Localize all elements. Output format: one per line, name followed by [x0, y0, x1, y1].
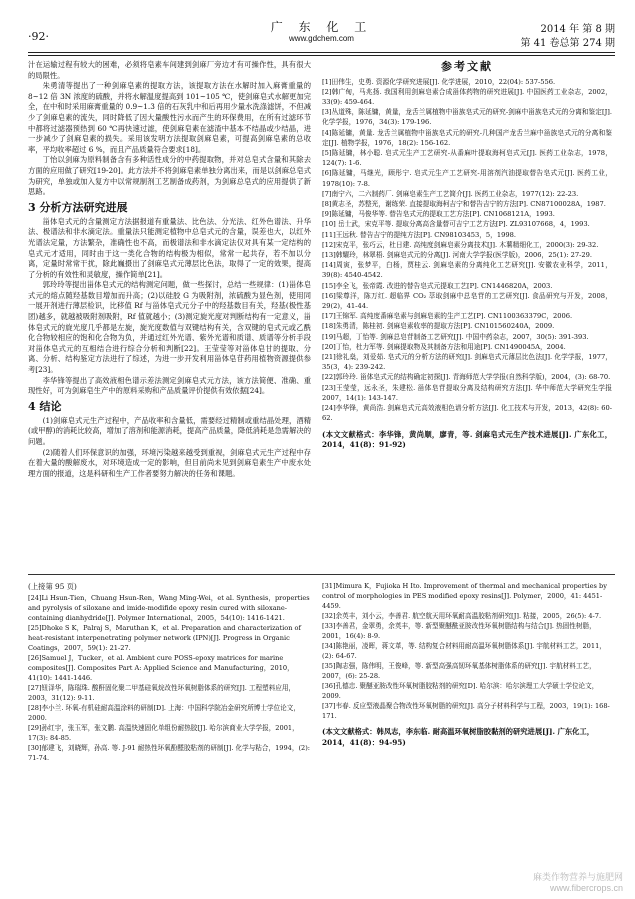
header-rule — [28, 52, 615, 53]
reference-item: [20]丁怡，杜力军等. 剑麻提取物及其制备方法和用途[P]. CN1490045A，2004. — [322, 342, 566, 351]
reference-item: [15]李全飞，张帝霞. 改进的替告皂式元提取工艺[P]. CN1446820A，2003. — [322, 281, 553, 290]
reference-item: [17]王锦军. 高纯度番麻皂素与剑麻皂素的生产工艺[P]. CN1100363379C，2006. — [322, 312, 573, 321]
journal-title: 广 东 化 工 — [270, 20, 373, 34]
body-paragraph: 郭玲玲等提出甾体皂式元的结构测定问题，做一些探讨，总结一些规律：(1)甾体皂式元的熔点随羟基数目增加而升高；(2)以硅胶 G 为吸附剂，浓硫酸为显色剂，使用同一展开剂进行薄层检识，比移值 Rf 与甾体皂式元分子中的羟基数目有关，羟基(极性基团)越多，就越被吸附剂吸附，Rf 值就越小；(3)测定旋光度对判断结构有一定意义，甾体皂式元的旋光度几乎都是左旋，旋光度数值与双键结构有关，含双键的皂式元或乙酰化合物较相应的饱和化合物为负，并通过红外光谱、紫外光谱和质谱、质谱等分析手段对甾体皂式元的互相结合进行综合分析和判断[22]。王莹莹等对甾体皂甘的提取、分离、分析、结构鉴定方法进行了综述，为进一步开发利用甾体皂苷药用植物资源提供参考[23]。 — [28, 280, 311, 375]
reference-item: [37]韦春. 反应型液晶聚合物改性环氧树脂的研究[J]. 高分子材料科学与工程，2003，19(1): 168-171. — [322, 702, 610, 720]
section-heading: 4 结论 — [28, 399, 62, 413]
site-watermark — [533, 870, 623, 893]
reference-item: [13]韩耀玲，林翠梧. 剑麻皂式元的分离[J]. 河南大学学报(医学版)，2006，25(1): 27-29. — [322, 251, 593, 260]
reference-item: [5]陈延镛，林小聪. 皂式元生产工艺研究-从番麻叶提取海柯皂式元[J]. 医药工业杂志，1978，124(7): 1-6. — [322, 149, 612, 168]
left-column — [28, 60, 311, 479]
reference-item: [33]李善君，金翠勇，余英丰，等. 新型聚醚酰亚胺改性环氧树脂结构与结合[J]. 热固性树脂，2001，16(4): 8-9. — [322, 622, 596, 640]
reference-item: [2]韩广甸，马兆扬. 我国利用剑麻皂素合成甾体药物的研究进展[J]. 中国医药工业杂志，2002，33(9): 459-464. — [322, 87, 612, 106]
reference-item: [25]Dhoke S K，Palraj S，Maruthan K，et al. Preparation and characterization of heat-resistant interpenetrating polymer network (IPN)[J]. Progress in Organic Coatings，2007，59(1): 21-27. — [28, 624, 301, 652]
reference-item: [24]李华锋，黄尚浩. 剑麻皂式元高效液相色谱分析方法[J]. 化工技术与开发，2013，42(8): 60-62. — [322, 404, 612, 423]
reference-item: [34]陈艳丽，凌晖，蒋文革，等. 结构复合材料用耐高温环氧树脂体系[J]. 宇航材料工艺，2011，(2): 64-67. — [322, 642, 606, 660]
body-paragraph: 朱勇清等提出了一种剑麻皂素的提取方法，该提取方法在水解时加入麻膏重量的 8~12 倍 3N 浓度的硫酸，并将水解温度提高到 101~105 ℃，使剑麻皂式水解更加完全，在中和时采用麻膏重量的 0.9~1.3 倍的石灰乳中和后再用少量水洗涤滤饼，不但减少了剑麻皂素的流失，同时降低了因大量酸性污水而产生的环保费用，在所有过滤环节中都将过滤器预热到 60 ℃再快速过滤，使剑麻皂素在滤渣中基本不结晶或少结晶，进一步减少了剑麻皂素的损失。采用该发明方法提取剑麻皂素，可提高剑麻皂素的总收率，平均收率超过 6 %，而且产品质量符合要求[18]。 — [28, 81, 311, 154]
watermark-url: www.fibercrops.cn — [549, 883, 623, 893]
body-paragraph: (2)随着人们环保意识的加强，环境污染越来越受到重视，剑麻皂式元生产过程中存在着大量的酸解废水，对环境造成一定的影响，但目前尚未见到剑麻皂素生产中废水处理方面的报道，这是科研和生产工作者要努力解决的任务和课题。 — [28, 447, 311, 478]
reference-item: [6]陈延镛，马继光，顾彤宁. 皂式元生产工艺研究-用溶剂汽油提取替告皂式元[J]. 医药工业，1978(10): 7-8. — [322, 169, 612, 188]
journal-website[interactable]: www.gdchem.com — [289, 34, 354, 43]
body-paragraph: (1)剑麻皂式元生产过程中，产品收率和含量低，需要经过精制或重结晶处理，酒精(或甲醇)的消耗比较高，增加了溶剂和能源消耗，提高产品质量，降低消耗是急需解决的问题。 — [28, 415, 311, 446]
citation-format: (本文文献格式：李华锋，黄尚顺，廖青，等. 剑麻皂式元生产技术进展[J]. 广东化工，2014，41(8)：91-92) — [322, 429, 612, 449]
reference-item: [24]Li Hsun-Tien，Chuang Hsun-Ren，Wang Ming-Wei，et al. Synthesis，properties and pyrolysis of siloxane and imide-modifide epoxy resin cured with siloxane-containing dianhydride[J]. Polymer International，2005，54(10): 1416-1421. — [28, 594, 310, 622]
continued-references-left — [28, 581, 311, 763]
reference-item: [27]钮泽华，陈瑞珠. 酸酐固化聚二甲基硅氧烷改性环氧树脂体系的研究[J]. 工程塑料应用，2003，31(12): 9-11. — [28, 684, 296, 702]
body-paragraph: 李华锋等提出了高效液相色谱示差法测定剑麻皂式元方法，该方法简便、准确、重现性好，可为剑麻皂生产中的原料采购和产品质量评价提供有效依据[24]。 — [28, 375, 311, 396]
reference-item: [14]周寅，张梦平，白杨，贾桂云. 剑麻皂素的分离纯化工艺研究[J]. 安徽农业科学，2011，39(8): 4540-4542. — [322, 261, 612, 280]
right-column — [322, 60, 612, 451]
reference-item: [23]王莹莹，远永圣，朱建松. 甾体皂苷提取分离及结构研究方法[J]. 华中师范大学研究生学报 2007，14(1): 143-147. — [322, 383, 612, 402]
reference-item: [35]陶志强，陈伟明，王俊峰，等. 新型高强高韧环氧基体树脂体系的研究[J]. 宇航材料工艺，2007，(6): 25-28. — [322, 662, 596, 680]
reference-item: [36]孔德忠. 聚醚亚胺改性环氧树脂胶粘剂的研究[D]. 哈尔滨：哈尔滨理工大学硕士学位论文，2009. — [322, 682, 599, 700]
continued-note: (上接第 95 页) — [28, 582, 77, 591]
reference-item: [1]田伟生，史勇. 资源化学研究进展[J]. 化学进展，2010，22(04): 537-556. — [322, 77, 556, 86]
page-number: ·92· — [28, 30, 49, 43]
reference-item: [29]孙红宇，张玉军，张文鹏. 高温快速固化单组份耐热胶[J]. 哈尔滨商业大学学报，2001，17(3): 84-85. — [28, 724, 299, 742]
reference-item: [32]余英丰，刘小云，李善君. 航空航天用环氧耐高温胶粘剂研究[J]. 粘接，2005，26(5): 4-7. — [322, 612, 602, 620]
reference-item: [28]李小兰. 环氧-有机硅耐高温涂料的研制[D]. 上海：中国科学院冶金研究所博士学位论文，2000. — [28, 704, 300, 722]
reference-item: [9]陈延镛，马俊华等. 替告皂式元的提取工艺方法[P]. CN1068121A，1993. — [322, 210, 555, 219]
article-divider — [28, 574, 615, 575]
reference-item: [30]郁建飞，刘晓辉，孙高. 等. J-91 耐热性环氧酚醛胶粘剂的研制[J]. 化学与粘合，1994，(2): 71-74. — [28, 744, 311, 762]
reference-item: [12]宋克平，张巧云，杜日建. 高纯度剑麻皂素分离技术[J]. 木薯精细化工，2000(3): 29-32. — [322, 240, 599, 249]
body-paragraph: 汁在运输过程有较大的困难，必须将皂素车间建到剑麻厂旁边才有可操作性，具有很大的局限性。 — [28, 60, 311, 80]
reference-item: [4]陈延镛，黄量. 龙舌兰属植物中甾族皂式元的研究-几种国产龙舌兰麻中甾族皂式元的分离和鉴定[J]. 植物学报，1976，18(2): 156-162. — [322, 128, 612, 147]
reference-item: [7]南宁六，二六制药厂. 剑麻皂素生产工艺简介[J]. 医药工业杂志，1977(12): 22-23. — [322, 189, 579, 198]
body-paragraph: 丁怡以剑麻为原料制备含有多种活性成分的中药提取物，并对总皂式含量和其除去方面的应用做了研究[19-20]。此方法并不将剑麻皂素单独分离出来，而是以剑麻总皂式为研究，单独或加入复方中以常规制剂工艺制备成药剂，为剑麻总皂式的应用提供了新思路。 — [28, 155, 311, 197]
body-paragraph: 甾体皂式元的含量测定方法据报道有重量法、比色法、分光法、红外色谱法、升华法、极谱法和非水滴定法。重量法只能测定植物中总皂式元的含量，误差也大，以红外光谱法定量，方法繁杂，准确性也不高，而极谱法和非水滴定法仅对具有某一定结构的皂式元才适用，同时由于这一类化合物的结构极为相似，常常一起共存，若不加以分离，定量时常常干扰，除此巍摄出了剑麻皂式元薄层比色法，取得了一定的效果，提高了分析的有效性和灵敏度，操作简单[21]。 — [28, 216, 311, 279]
reference-list — [322, 77, 612, 424]
reference-item: [31]Mimura K，Fujioka H Ito. Improvement of thermal and mechanical properties by control of morphologies in PES modified epoxy resins[J]. Polymer，2000，41: 4451-4459. — [322, 582, 607, 610]
watermark-name: 麻类作物营养与施肥网 — [532, 873, 623, 883]
reference-item: [16]梁尊洋，陈万红. 超临界 CO₂ 萃取剑麻中总皂苷的工艺研究[J]. 食品研究与开发，2008，29(2)，41-44. — [322, 291, 612, 311]
reference-item: [26]Samuel J，Tucker，et al. Ambient cure POSS-epoxy matrices for marine composites[J]. Composites Part A: Applied Science and Manufacturing，2010，41(10): 1441-1446. — [28, 654, 294, 682]
section-heading: 3 分析方法研究进展 — [28, 200, 128, 214]
reference-item: [18]朱勇清，陈桂初. 剑麻皂素收率的提取方法[P]. CN101560240A，2009. — [322, 322, 555, 331]
references-heading: 参考文献 — [441, 60, 493, 73]
year-issue: 2014 年 第 8 期 — [540, 24, 615, 35]
reference-item: [10] 岳士武，宋克平等. 提取分离高含量替可吉宁工艺方法[P]. ZL93107668，4，1993. — [322, 220, 590, 229]
volume-issue: 第 41 卷总第 274 期 — [520, 38, 615, 49]
reference-item: [19]马超，丁怡等. 剑麻总皂苷制备工艺研究[J]. 中国中药杂志，2007，30(5): 391-393. — [322, 332, 589, 341]
header-rule-thin — [28, 55, 615, 56]
reference-item: [8]黄志圣，苏整光，谢练荣. 直接提取海柯吉宁和替告吉宁的方法[P]. CN87100028A，1987. — [322, 200, 606, 209]
page-header — [28, 18, 615, 52]
reference-item: [21]徐礼燊，刘爱茹. 皂式元的分析方法的研究[J]. 剑麻皂式元薄层比色法[J]. 化学学报，1977，35(3，4): 239-242. — [322, 353, 612, 372]
citation-format: (本文文献格式：韩凤志，李东临. 耐高温环氧树脂胶黏剂的研究进展[J]. 广东化工，2014，41(8)：94-95) — [322, 727, 595, 747]
reference-item: [22]郭玲玲. 甾体皂式元的结构确定初探[J]. 青海师范大学学报(自然科学版)，2004，(3): 68-70. — [322, 373, 611, 382]
continued-references-right — [322, 581, 612, 748]
reference-item: [3]丛道殊，陈延镛，黄量，龙舌兰属植物中甾族皂式元的研究-剑麻中甾族皂式元的分离和鉴定[J]. 化学学报，1976，34(3): 179-196. — [322, 108, 612, 127]
reference-item: [11]王远秋. 替告吉宁的提纯方法[P]. CN98103453，5，1998. — [322, 230, 516, 239]
